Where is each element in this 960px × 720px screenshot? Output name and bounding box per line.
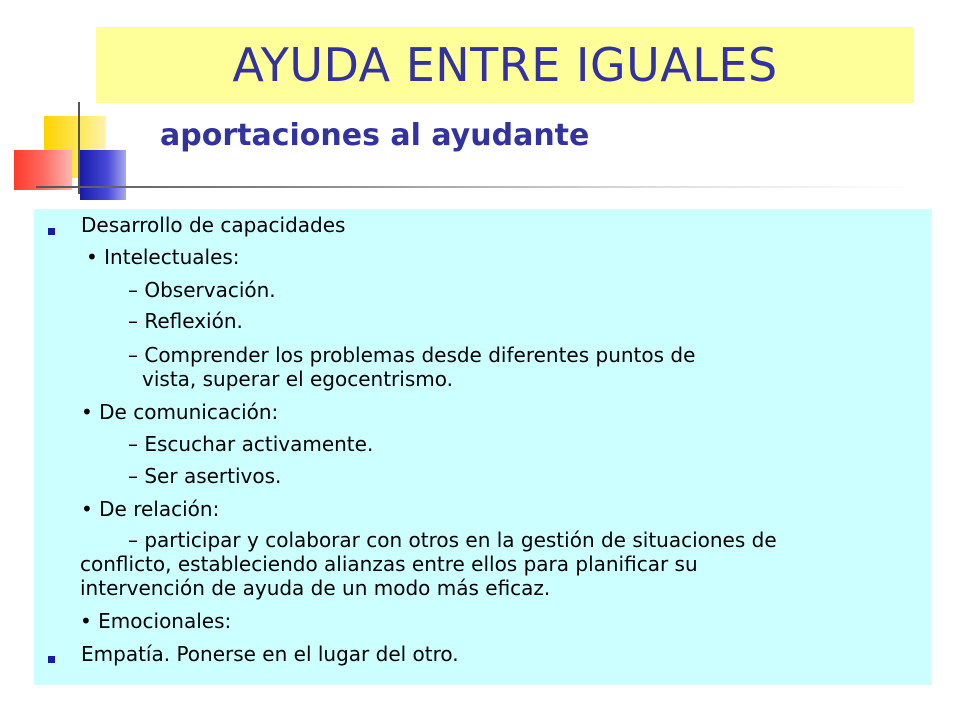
decorative-blue-square [80,150,126,200]
sub-item-comprender-line2: vista, superar el egocentrismo. [142,367,453,391]
square-bullet-icon [48,656,55,663]
sub-item-relacion: • De relación: [81,497,220,521]
decorative-vertical-line [78,102,80,194]
sub-item-escuchar: – Escuchar activamente. [128,432,374,456]
sub-item-comprender-line1: – Comprender los problemas desde diferentes puntos de [128,343,696,367]
sub-item-asertivos: – Ser asertivos. [128,464,282,488]
sub-item-emocionales: • Emocionales: [80,609,232,633]
sub-item-intelectuales: • Intelectuales: [86,245,240,269]
decorative-horizontal-line [36,186,916,188]
sub-item-participar-line2: conflicto, estableciendo alianzas entre ellos para planificar su [80,552,698,576]
square-bullet-icon [48,228,55,235]
list-item-empatia: Empatía. Ponerse en el lugar del otro. [81,642,459,666]
sub-item-reflexion: – Reflexión. [128,309,243,333]
decorative-red-bar [14,150,72,190]
slide-subtitle: aportaciones al ayudante [160,118,590,153]
sub-item-comunicacion: • De comunicación: [81,400,279,424]
list-item-desarrollo: Desarrollo de capacidades [81,213,346,237]
sub-item-observacion: – Observación. [128,278,276,302]
content-box [34,209,932,685]
sub-item-participar-line3: intervención de ayuda de un modo más eficaz. [80,576,551,600]
sub-item-participar-line1: – participar y colaborar con otros en la gestión de situaciones de [128,528,777,552]
slide-title: AYUDA ENTRE IGUALES [232,38,778,92]
